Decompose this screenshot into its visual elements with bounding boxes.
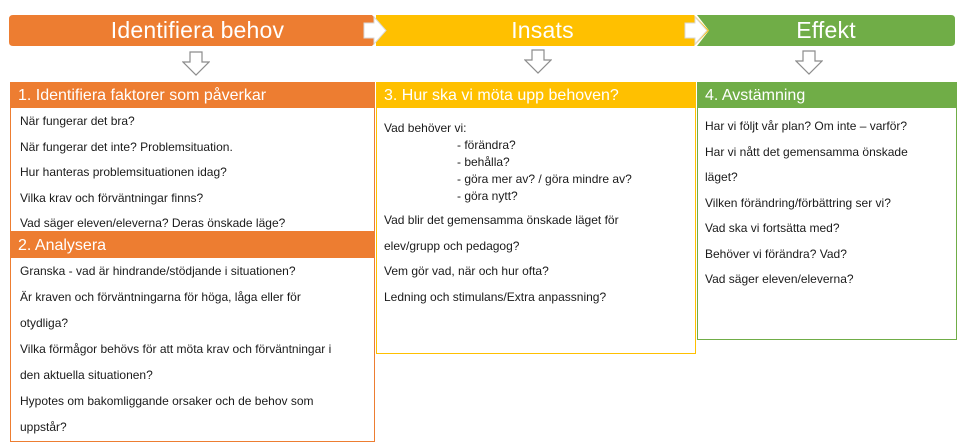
question-list <box>698 108 956 299</box>
list-item: När fungerar det bra? <box>20 114 135 128</box>
box-analyze <box>10 232 375 442</box>
list-item: Vad säger eleven/eleverna? Deras önskade läge? <box>20 216 286 230</box>
sub-list-item: - göra mer av? / göra mindre av? <box>457 172 632 186</box>
list-item: Ledning och stimulans/Extra anpassning? <box>384 289 607 304</box>
banner-identifiera-behov <box>9 15 386 46</box>
banner-title: Identifiera behov <box>110 17 285 43</box>
banner-insats <box>376 15 709 46</box>
question-list <box>11 108 374 232</box>
list-item: Hypotes om bakomliggande orsaker och de behov som <box>20 394 314 408</box>
down-arrow-icon <box>795 50 823 75</box>
banner-effekt <box>697 15 955 46</box>
box-title: 2. Analysera <box>11 233 374 258</box>
list-item: Har vi följt vår plan? Om inte – varför? <box>705 119 908 133</box>
list-item: Vad säger eleven/eleverna? <box>705 272 854 286</box>
list-item: läget? <box>705 170 738 184</box>
sub-list-item: - göra nytt? <box>457 189 518 203</box>
question-list <box>11 258 374 442</box>
list-item: När fungerar det inte? Problemsituation. <box>20 139 233 154</box>
list-item: otydliga? <box>20 316 69 330</box>
list-item: Vilka krav och förväntningar finns? <box>20 190 204 205</box>
question-list <box>377 207 695 316</box>
box-title: 3. Hur ska vi möta upp behoven? <box>377 83 695 108</box>
box-follow-up <box>697 82 957 340</box>
list-item: Vem gör vad, när och hur ofta? <box>384 264 549 278</box>
sub-list <box>377 135 695 207</box>
chevron-separator-icon <box>362 15 388 46</box>
list-item: Har vi nått det gemensamma önskade <box>705 144 908 159</box>
sub-list-item: - behålla? <box>457 155 510 169</box>
banner-title: Insats <box>511 17 574 43</box>
list-item: Vilken förändring/förbättring ser vi? <box>705 195 891 210</box>
banner-title: Effekt <box>796 17 856 43</box>
list-item: Granska - vad är hindrande/stödjande i situationen? <box>20 264 296 278</box>
down-arrow-icon <box>182 51 210 76</box>
box-meet-needs <box>376 82 696 354</box>
list-item: Behöver vi förändra? Vad? <box>705 246 847 261</box>
box-title: 4. Avstämning <box>698 83 956 108</box>
list-item: Vilka förmågor behövs för att möta krav och förväntningar i <box>20 342 332 356</box>
intro-text: Vad behöver vi: <box>384 121 467 135</box>
list-item: elev/grupp och pedagog? <box>384 238 520 253</box>
list-item: Vad blir det gemensamma önskade läget för <box>384 213 619 227</box>
sub-list-item: - förändra? <box>457 138 516 152</box>
box-identify-factors <box>10 82 375 232</box>
list-item: Hur hanteras problemsituationen idag? <box>20 165 227 179</box>
box-title: 1. Identifiera faktorer som påverkar <box>11 83 374 108</box>
list-item: Vad ska vi fortsätta med? <box>705 221 840 235</box>
list-item: den aktuella situationen? <box>20 368 153 382</box>
chevron-separator-icon <box>683 15 709 46</box>
list-item: uppstår? <box>20 420 67 434</box>
list-item: Är kraven och förväntningarna för höga, låga eller för <box>20 290 301 304</box>
down-arrow-icon <box>524 49 552 74</box>
